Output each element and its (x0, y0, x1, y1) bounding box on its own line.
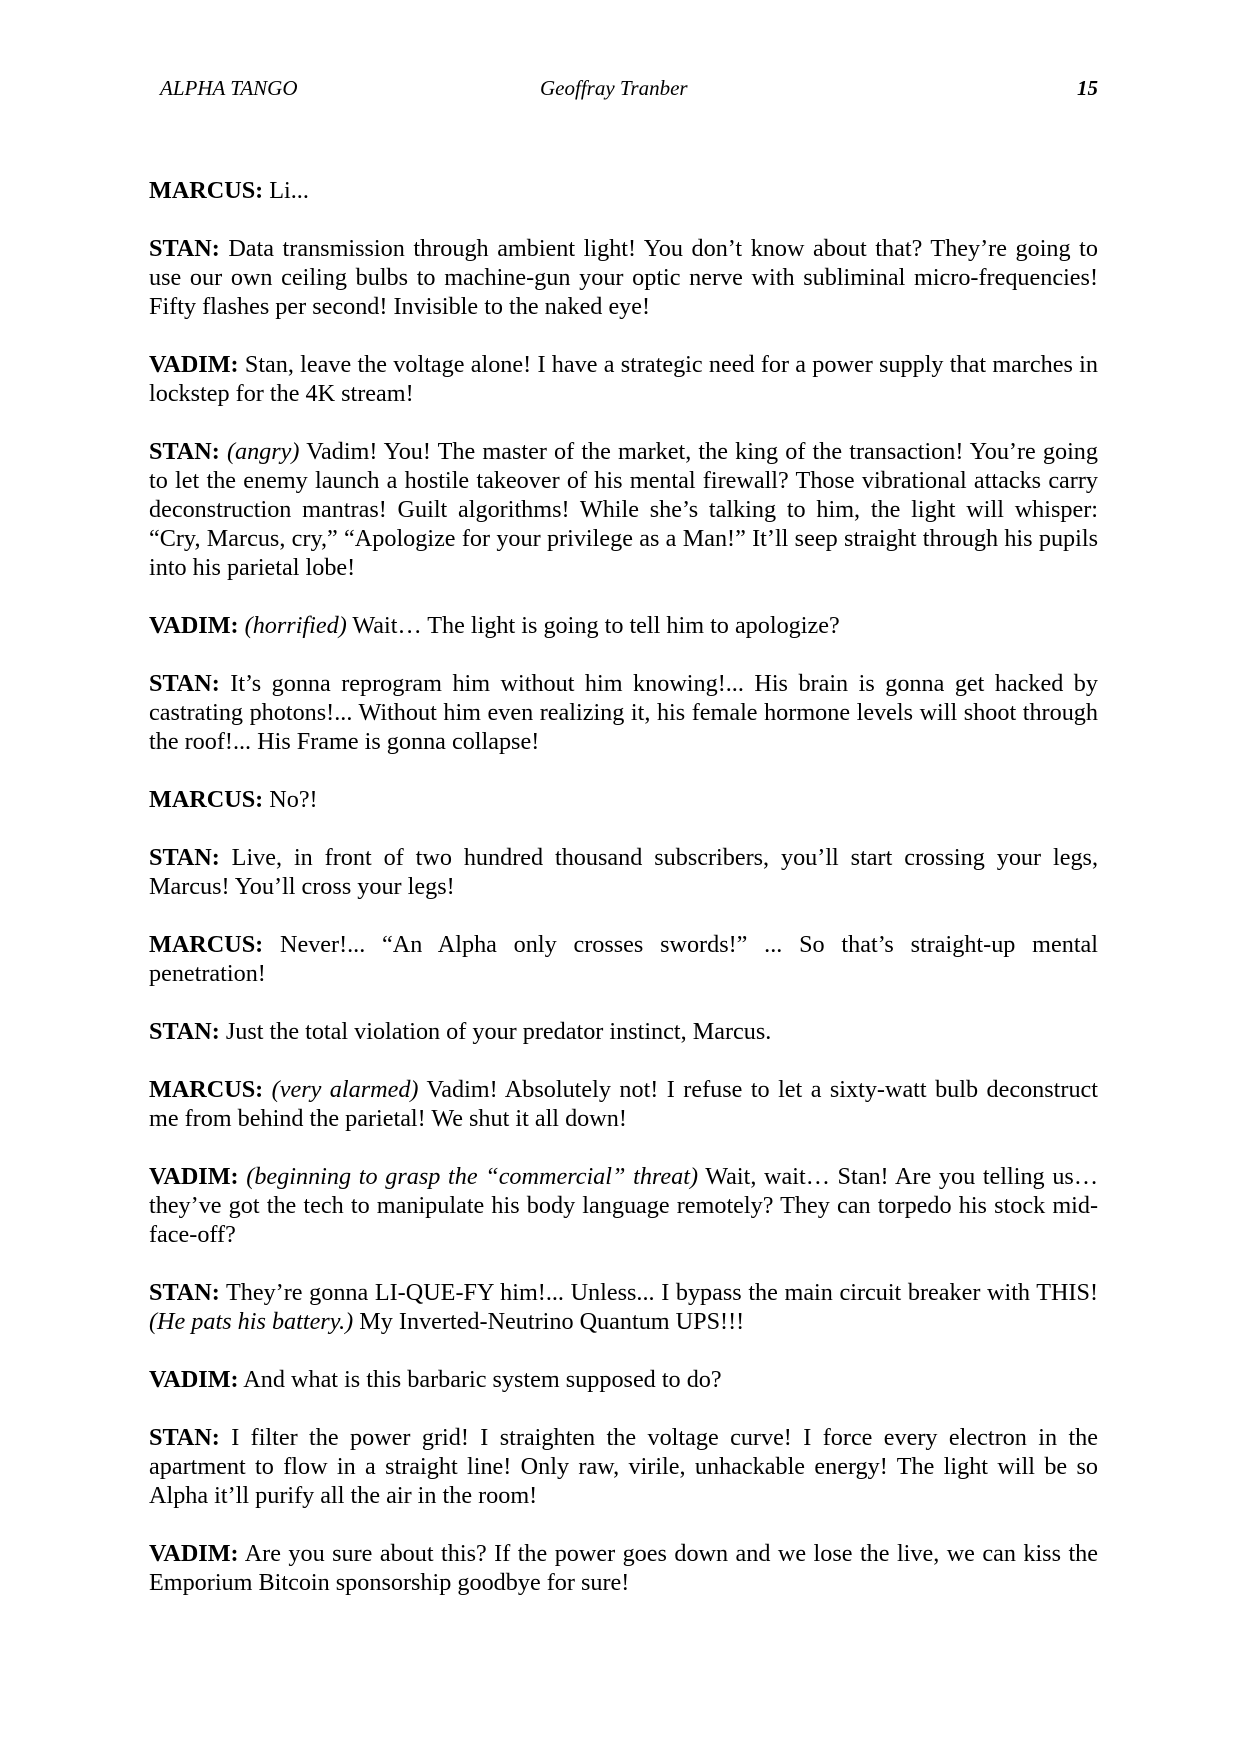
dialogue-text: Vadim! Absolutely not! I refuse to let a sixty-watt bulb deconstruct me from behind the parietal! We shut it all down! (149, 1076, 1098, 1132)
dialogue-line (149, 843, 1098, 901)
dialogue-line (149, 611, 1098, 640)
dialogue-text: Wait, wait… Stan! Are you telling us… they’ve got the tech to manipulate his body language remotely? They can torpedo his stock mid-face-off? (149, 1163, 1099, 1248)
dialogue-text: Are you sure about this? If the power goes down and we lose the live, we can kiss the Emporium Bitcoin sponsorship goodbye for sure! (149, 1540, 1098, 1596)
dialogue-line (149, 1539, 1098, 1597)
dialogue-text: They’re gonna LI-QUE-FY him!... Unless... I bypass the main circuit breaker with THIS! (219, 1279, 1098, 1306)
dialogue-line (149, 1017, 1098, 1046)
dialogue-line (149, 669, 1098, 756)
speaker-name: MARCUS: (149, 1076, 264, 1103)
dialogue-text (220, 438, 227, 465)
dialogue-text: Li... (263, 177, 309, 204)
dialogue-text: No?! (263, 786, 318, 813)
dialogue-text: Data transmission through ambient light! You don’t know about that? They’re going to use our own ceiling bulbs to machine-gun your optic nerve with subliminal micro-frequencies! Fifty flashes per second! Invisible to the naked eye! (149, 235, 1098, 320)
dialogue-line (149, 930, 1098, 988)
stage-direction: (beginning to grasp the “commercial” threat) (246, 1163, 699, 1190)
dialogue-text: Stan, leave the voltage alone! I have a strategic need for a power supply that marches in lockstep for the 4K stream! (149, 351, 1098, 407)
dialogue-text: Wait… The light is going to tell him to apologize? (346, 612, 840, 639)
dialogue-text: My Inverted-Neutrino Quantum UPS!!! (353, 1308, 745, 1335)
dialogue-text: And what is this barbaric system supposed to do? (238, 1366, 722, 1393)
speaker-name: VADIM: (149, 351, 239, 378)
dialogue-line (149, 1423, 1098, 1510)
speaker-name: STAN: (149, 438, 220, 465)
speaker-name: STAN: (149, 1424, 220, 1451)
dialogue-line (149, 176, 1098, 205)
dialogue-text: Just the total violation of your predator instinct, Marcus. (219, 1018, 772, 1045)
dialogue-text: Never!... “An Alpha only crosses swords!” ... So that’s straight-up mental penetration! (149, 931, 1098, 987)
running-title: ALPHA TANGO (160, 76, 298, 100)
page-number: 15 (1077, 76, 1098, 100)
speaker-name: VADIM: (149, 1366, 239, 1393)
page-header (160, 76, 1098, 106)
speaker-name: VADIM: (149, 612, 239, 639)
speaker-name: STAN: (149, 1279, 220, 1306)
dialogue-text: Vadim! You! The master of the market, the king of the transaction! You’re going to let the enemy launch a hostile takeover of his mental firewall? Those vibrational attacks carry deconstruction mantras! Guilt algorithms! While she’s talking to him, the light will whisper: “Cry, Marcus, cry,” “Apologize for your privilege as a Man!” It’ll seep straight through his pupils into his parietal lobe! (149, 438, 1098, 581)
speaker-name: VADIM: (149, 1163, 239, 1190)
speaker-name: MARCUS: (149, 786, 264, 813)
dialogue-text (263, 1076, 271, 1103)
stage-direction: (horrified) (244, 612, 347, 639)
speaker-name: MARCUS: (149, 177, 264, 204)
dialogue-line (149, 1075, 1098, 1133)
speaker-name: VADIM: (149, 1540, 239, 1567)
dialogue-line (149, 234, 1098, 321)
stage-direction: (very alarmed) (271, 1076, 419, 1103)
running-author: Geoffray Tranber (540, 76, 688, 100)
dialogue-line (149, 350, 1098, 408)
script-body (149, 176, 1098, 1626)
dialogue-line (149, 1278, 1098, 1336)
speaker-name: STAN: (149, 670, 220, 697)
dialogue-text: Live, in front of two hundred thousand subscribers, you’ll start crossing your legs, Marcus! You’ll cross your legs! (149, 844, 1098, 900)
dialogue-line (149, 785, 1098, 814)
dialogue-line (149, 437, 1098, 582)
speaker-name: MARCUS: (149, 931, 264, 958)
stage-direction: (angry) (226, 438, 300, 465)
speaker-name: STAN: (149, 844, 220, 871)
speaker-name: STAN: (149, 235, 220, 262)
dialogue-line (149, 1162, 1098, 1249)
stage-direction: (He pats his battery.) (149, 1308, 354, 1335)
dialogue-text: I filter the power grid! I straighten the voltage curve! I force every electron in the apartment to flow in a straight line! Only raw, virile, unhackable energy! The light will be so Alpha it’ll purify all the air in the room! (149, 1424, 1098, 1509)
dialogue-text: It’s gonna reprogram him without him knowing!... His brain is gonna get hacked by castrating photons!... Without him even realizing it, his female hormone levels will shoot through the roof!... His Frame is gonna collapse! (149, 670, 1098, 755)
dialogue-line (149, 1365, 1098, 1394)
speaker-name: STAN: (149, 1018, 220, 1045)
